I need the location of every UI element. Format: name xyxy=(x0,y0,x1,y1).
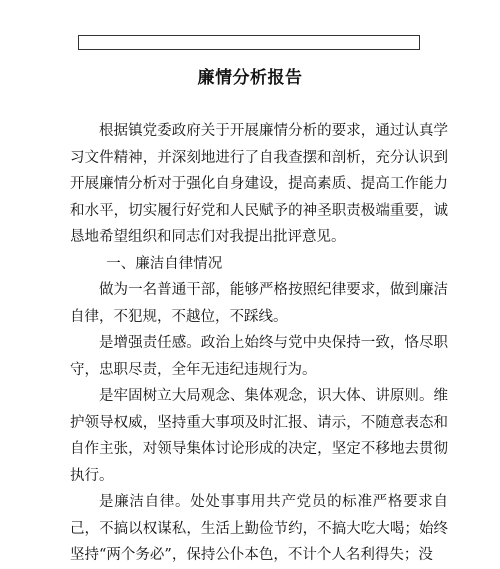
document-body xyxy=(70,118,448,569)
body-paragraph: 是增强责任感。政治上始终与党中央保持一致，恪尽职守，忠职尽责，全年无违纪违规行为。 xyxy=(70,335,448,378)
section-heading: 一、廉洁自律情况 xyxy=(106,255,223,272)
body-paragraph: 是廉洁自律。处处事事用共产党员的标准严格要求自己，不搞以权谋私，生活上勤俭节约，不搞大吃大喝；始终坚持“两个务必”，保持公仆本色，不计个人名利得失；没 xyxy=(70,494,448,563)
body-paragraph: 做为一名普通干部，能够严格按照纪律要求，做到廉洁自律，不犯规，不越位，不踩线。 xyxy=(70,282,448,325)
document-title: 廉情分析报告 xyxy=(197,68,303,88)
header-box xyxy=(78,35,420,50)
body-paragraph: 是牢固树立大局观念、集体观念，识大体、讲原则。维护领导权威，坚持重大事项及时汇报、请示，不随意表态和自作主张，对领导集体讨论形成的决定，坚定不移地去贯彻执行。 xyxy=(70,388,448,484)
intro-paragraph: 根据镇党委政府关于开展廉情分析的要求，通过认真学习文件精神，并深刻地进行了自我查摆和剖析，充分认识到开展廉情分析对于强化自身建设，提高素质、提高工作能力和水平，切实履行好党和人民赋予的神圣职责极端重要，诚恳地希望组织和同志们对我提出批评意见。 xyxy=(70,123,448,245)
